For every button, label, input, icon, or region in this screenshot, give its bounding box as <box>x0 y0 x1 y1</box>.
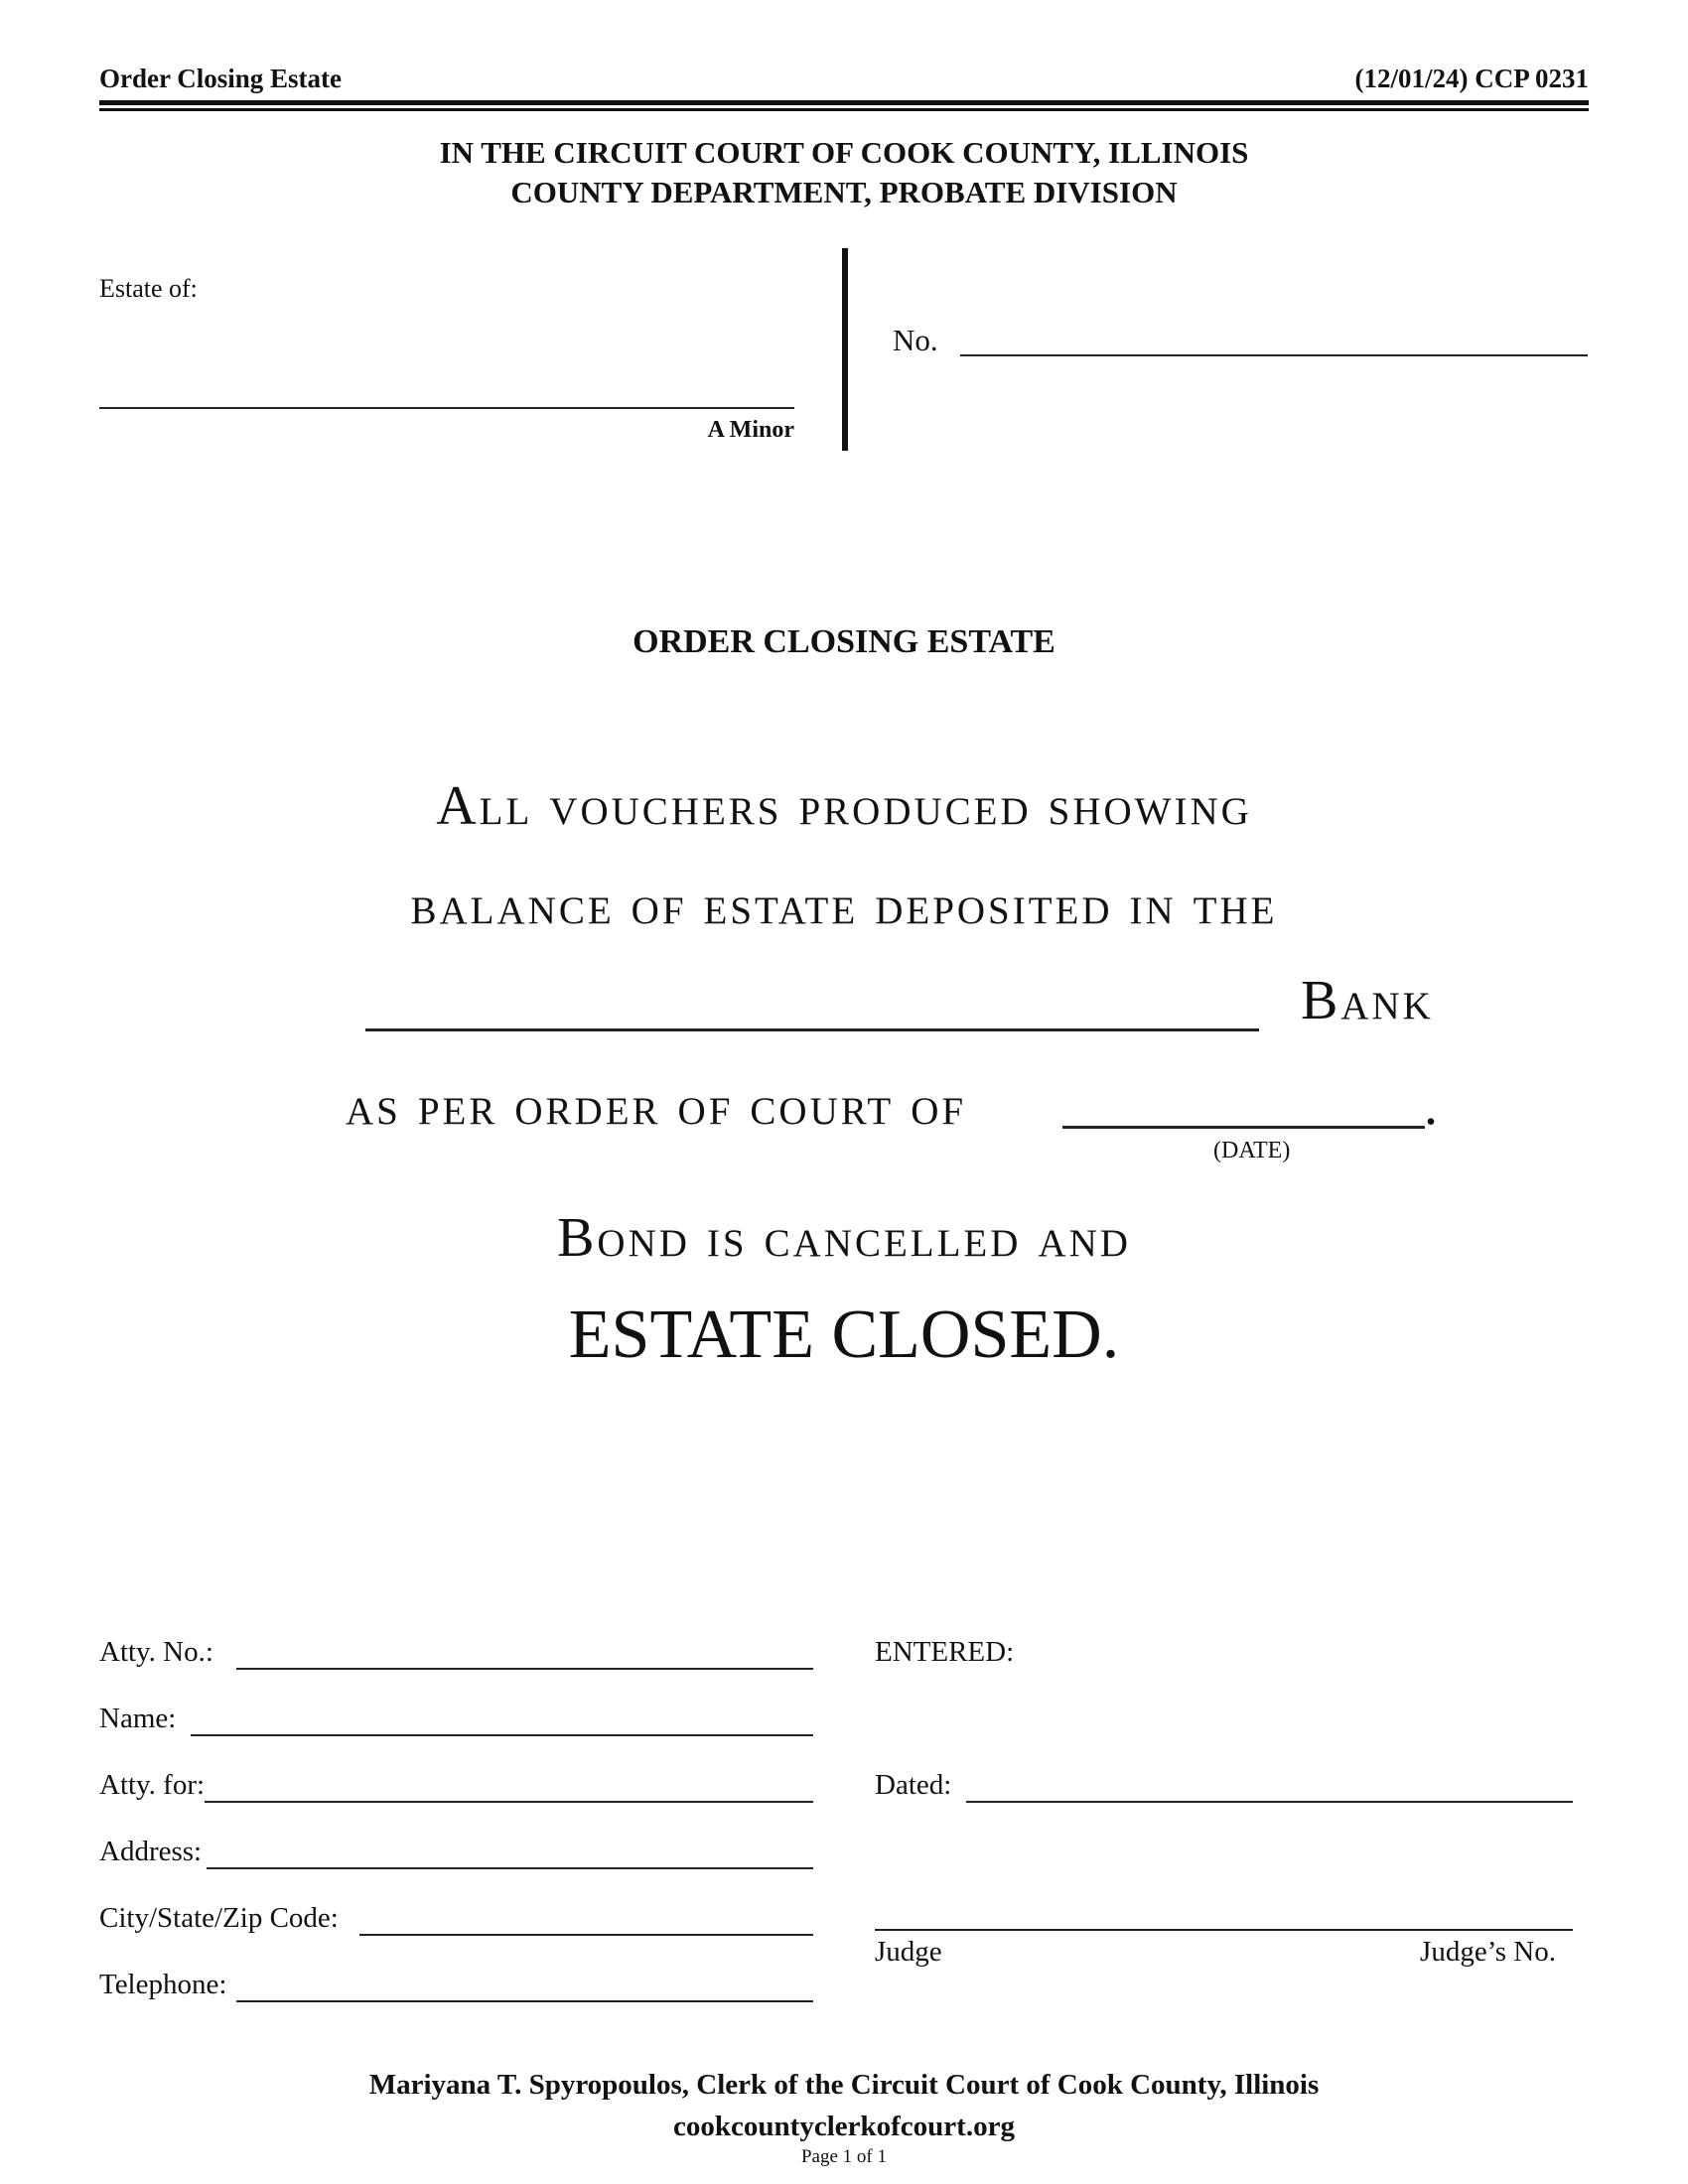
city-state-zip-field[interactable] <box>359 1934 813 1936</box>
judge-no-label: Judge’s No. <box>1420 1936 1556 1968</box>
name-label: Name: <box>99 1703 177 1734</box>
minor-label: A Minor <box>707 417 794 443</box>
estate-of-field[interactable] <box>99 407 794 409</box>
telephone-field[interactable] <box>236 2000 813 2002</box>
name-field[interactable] <box>191 1734 813 1736</box>
atty-for-field[interactable] <box>205 1801 813 1803</box>
estate-of-label: Estate of: <box>99 274 198 303</box>
order-line-5: Bond is cancelled and <box>557 1207 1131 1269</box>
case-no-label: No. <box>893 323 938 357</box>
dated-label: Dated: <box>875 1769 952 1801</box>
header-rule <box>99 100 1589 105</box>
city-state-zip-label: City/State/Zip Code: <box>99 1902 339 1934</box>
form-code: (12/01/24) CCP 0231 <box>1354 64 1589 93</box>
address-label: Address: <box>99 1836 203 1867</box>
clerk-name: Mariyana T. Spyropoulos, Clerk of the Circuit Court of Cook County, Illinois <box>368 2069 1320 2101</box>
order-line-1: All vouchers produced showing <box>436 775 1252 837</box>
order-line-2: balance of estate deposited in the <box>410 875 1278 936</box>
atty-no-label: Atty. No.: <box>99 1636 213 1668</box>
clerk-website[interactable]: cookcountyclerkofcourt.org <box>673 2111 1015 2142</box>
address-field[interactable] <box>207 1867 813 1869</box>
judge-label: Judge <box>875 1936 942 1968</box>
entered-label: ENTERED: <box>875 1636 1015 1668</box>
bank-label: Bank <box>1301 970 1434 1031</box>
atty-no-field[interactable] <box>236 1668 813 1670</box>
judge-signature-field[interactable] <box>875 1929 1573 1931</box>
order-date-field[interactable] <box>1062 1126 1425 1129</box>
court-name: IN THE CIRCUIT COURT OF COOK COUNTY, ILLINOIS <box>439 135 1249 170</box>
page-number: Page 1 of 1 <box>800 2146 887 2167</box>
header-rule-thin <box>99 108 1589 111</box>
order-line-4: as per order of court of <box>346 1075 967 1137</box>
order-title: ORDER CLOSING ESTATE <box>633 623 1055 660</box>
telephone-label: Telephone: <box>99 1969 227 2000</box>
dated-field[interactable] <box>966 1801 1573 1803</box>
form-title: Order Closing Estate <box>99 64 342 93</box>
estate-closed: ESTATE CLOSED. <box>568 1297 1120 1373</box>
date-caption: (DATE) <box>1213 1138 1291 1163</box>
period: . <box>1424 1075 1438 1137</box>
caption-divider <box>842 248 848 451</box>
court-division: COUNTY DEPARTMENT, PROBATE DIVISION <box>510 175 1178 209</box>
atty-for-label: Atty. for: <box>99 1769 206 1801</box>
case-no-field[interactable] <box>960 354 1588 356</box>
bank-name-field[interactable] <box>365 1028 1259 1031</box>
